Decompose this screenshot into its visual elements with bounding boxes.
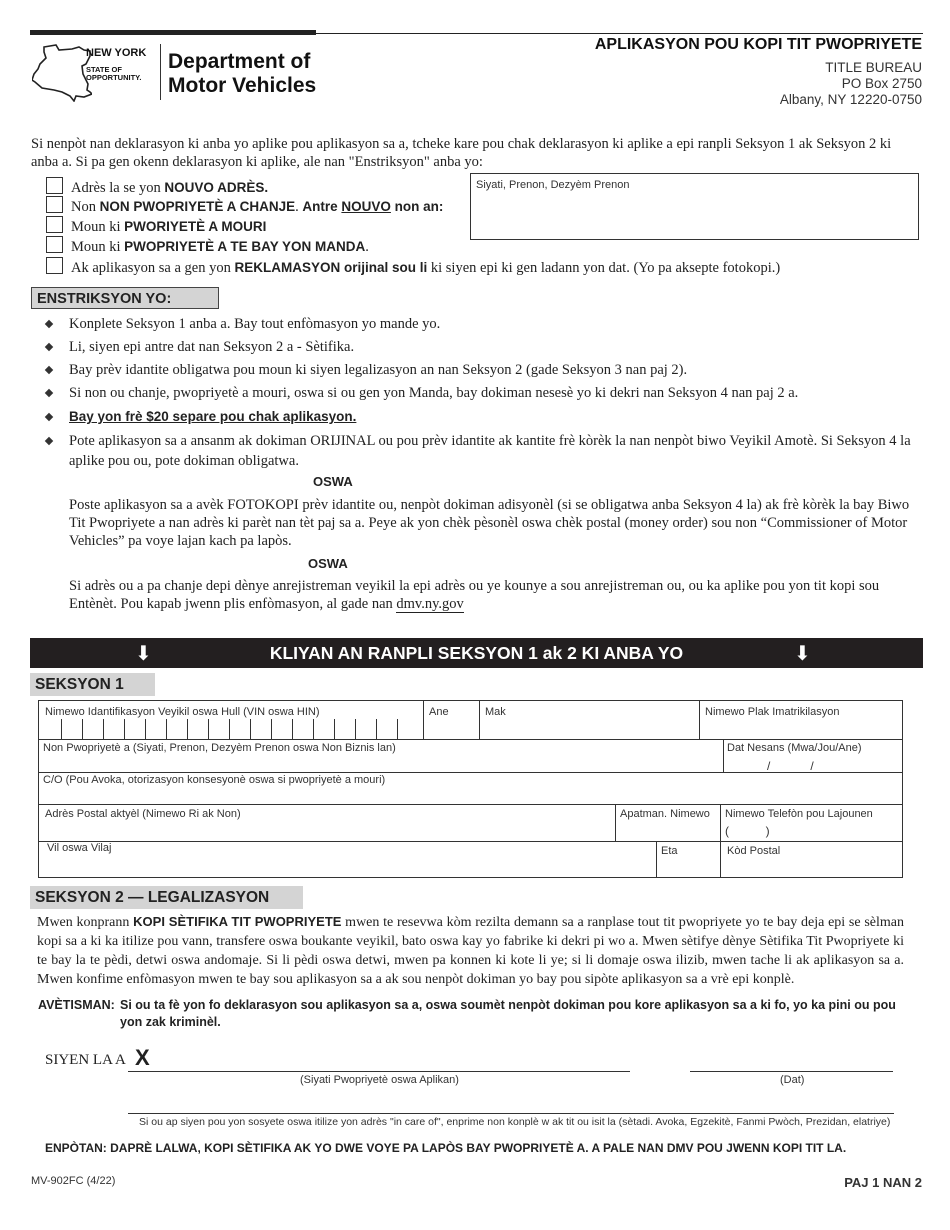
- new-name-label: Siyati, Prenon, Dezyèm Prenon: [476, 179, 630, 191]
- mailing-address-field[interactable]: Adrès Postal aktyèl (Nimewo Ri ak Non): [45, 808, 241, 820]
- bureau-address-1: TITLE BUREAU: [825, 60, 922, 75]
- warning-label: AVÈTISMAN:: [38, 998, 115, 1012]
- header-rule: [30, 33, 923, 34]
- important-notice: ENPÒTAN: DAPRÈ LALWA, KOPI SÈTIFIKA AK YO DWE VOYE PA LAPÒS BAY PWOPRIYETÈ A. A PALE NAN DMV POU JWENN KOPI TIT LA.: [45, 1141, 847, 1155]
- instructions-heading: ENSTRIKSYON YO:: [31, 287, 219, 309]
- page-number: PAJ 1 NAN 2: [844, 1175, 922, 1190]
- date-line[interactable]: [690, 1071, 893, 1072]
- form-title-block: [595, 36, 922, 108]
- power-of-attorney-checkbox[interactable]: [46, 236, 63, 253]
- name-change-checkbox[interactable]: [46, 196, 63, 213]
- ny-logo-tagline: STATE OF OPPORTUNITY.: [86, 65, 142, 82]
- care-of-note: Si ou ap siyen pou yon sosyete oswa itilize yon adrès "in care of", enprime non konplè w ak tit ou isit la (sètadi. Avoka, Egzekitè, Fanmi Pwòch, Prezidan, elatriye): [139, 1116, 891, 1128]
- dmv-logo-text: Department of Motor Vehicles: [168, 50, 317, 97]
- bureau-address-2: PO Box 2750: [841, 76, 922, 91]
- or-divider-2: OSWA: [308, 556, 348, 571]
- mail-instructions: Poste aplikasyon sa a avèk FOTOKOPI prèv idantite ou, nenpòt dokiman adisyonèl (si se obligatwa anba Seksyon 4 la) ak frè kòrèk la bay Biwo Tit Pwopriyete a nan adrès ki parèt nan tèt paj sa a. Peye ak yon chèk pèsonèl oswa chèk postal (money order) sou non “Commissioner of Motor Vehicles” pa voye lajan kach pa lapòs.: [69, 497, 910, 549]
- year-field[interactable]: Ane: [429, 706, 449, 718]
- date-of-birth-field[interactable]: Dat Nesans (Mwa/Jou/Ane): [727, 742, 862, 754]
- lien-claim-checkbox[interactable]: [46, 257, 63, 274]
- arrow-down-icon-left: ⬇: [135, 643, 152, 665]
- section-1-heading: SEKSYON 1: [30, 673, 155, 696]
- dob-separators: / /: [767, 759, 814, 773]
- form-id: MV-902FC (4/22): [31, 1175, 116, 1187]
- dmv-website-link[interactable]: dmv.ny.gov: [396, 596, 464, 612]
- or-divider-1: OSWA: [313, 474, 353, 489]
- signature-caption: (Siyati Pwopriyetè oswa Aplikan): [300, 1074, 459, 1086]
- vin-label: Nimewo Idantifikasyon Veyikil oswa Hull (VIN oswa HIN): [45, 706, 320, 718]
- section-1-form: [38, 700, 903, 878]
- warning-text: Si ou ta fè yon fo deklarasyon sou aplikasyon sa a, oswa soumèt nenpòt dokiman pou kore aplikasyon sa a ki fo, yo ka pini ou pou yon zak kriminèl.: [120, 998, 896, 1029]
- state-field[interactable]: Eta: [661, 845, 678, 857]
- intro-text: Si nenpòt nan deklarasyon ki anba yo aplike pou aplikasyon sa a, tcheke kare pou chak deklarasyon ki aplike a epi ranpli Seksyon 1 ak Seksyon 2 ki anba a. Si pa gen okenn deklarasyon ki aplike, ale nan "Enstriksyon" anba yo:: [31, 136, 892, 170]
- ny-logo-name: NEW YORK: [86, 47, 147, 59]
- print-name-line[interactable]: [128, 1113, 894, 1114]
- daytime-phone-field[interactable]: Nimewo Telefòn pou Lajounen: [725, 808, 873, 820]
- arrow-down-icon-right: ⬇: [794, 643, 811, 665]
- phone-area-code: ( ): [725, 824, 770, 838]
- care-of-field[interactable]: C/O (Pou Avoka, otorizasyon konsesyonè oswa si pwopriyetè a mouri): [43, 774, 386, 786]
- form-title: APLIKASYON POU KOPI TIT PWOPRIYETE: [594, 36, 922, 53]
- ny-state-outline-icon: [32, 44, 92, 102]
- section-2-heading: SEKSYON 2 — LEGALIZASYON: [30, 886, 303, 909]
- date-caption: (Dat): [780, 1074, 805, 1086]
- owner-deceased-checkbox[interactable]: [46, 216, 63, 233]
- signature-x-mark: X: [135, 1045, 150, 1070]
- new-name-field[interactable]: [470, 173, 919, 240]
- city-field[interactable]: Vil oswa Vilaj: [47, 842, 112, 854]
- new-address-checkbox[interactable]: [46, 177, 63, 194]
- apartment-number-field[interactable]: Apatman. Nimewo: [620, 808, 710, 820]
- banner-text: KLIYAN AN RANPLI SEKSYON 1 ak 2 KI ANBA YO: [269, 643, 684, 663]
- vin-entry-boxes[interactable]: [45, 719, 405, 739]
- logo-divider: [160, 44, 161, 100]
- bureau-address-3: Albany, NY 12220-0750: [779, 92, 922, 107]
- zip-code-field[interactable]: Kòd Postal: [727, 845, 781, 857]
- plate-number-field[interactable]: Nimewo Plak Imatrikilasyon: [705, 706, 840, 718]
- certification-text: Mwen konprann KOPI SÈTIFIKA TIT PWOPRIYETE mwen te resevwa kòm rezilta demann sa a ranplase tout tit pwopriyete yo te bay deja epi se sèlman kopi sa a ki ka itilize pou vann, transfere oswa boukante veyikil, bato oswa kay yo fabrike ki dekri pi wo a. Mwen sètifye dènye Sètifika Tit Pwopriyete ki te bay la te pèdi, detwi oswa andomaje. Si li pèdi oswa detwi, mwen pa konnen ki kote li ye; si li domaje oswa ilizib, mwen tache li ak aplikasyon sa a. Mwen konfime enfòmasyon mwen te bay sou aplikasyon sa a ak sou nenpòt dokiman yo bay pou sipòte aplikasyon sa a vrè epi konplè.: [37, 914, 904, 987]
- make-field[interactable]: Mak: [485, 706, 506, 718]
- customer-complete-banner: [30, 638, 923, 668]
- owner-name-field[interactable]: Non Pwopriyetè a (Siyati, Prenon, Dezyèm Prenon oswa Non Biznis lan): [43, 742, 396, 754]
- sign-here-label: SIYEN LA A: [45, 1052, 126, 1068]
- signature-line[interactable]: [128, 1071, 630, 1072]
- online-instructions: Si adrès ou a pa chanje depi dènye anrejistreman veyikil la epi adrès ou ye kounye a sou anrejistreman ou, ou ka aplike pou yon tit kopi sou Entènèt. Pou kapab jwenn plis enfòmasyon, al gade nan dmv.ny.gov: [69, 578, 880, 612]
